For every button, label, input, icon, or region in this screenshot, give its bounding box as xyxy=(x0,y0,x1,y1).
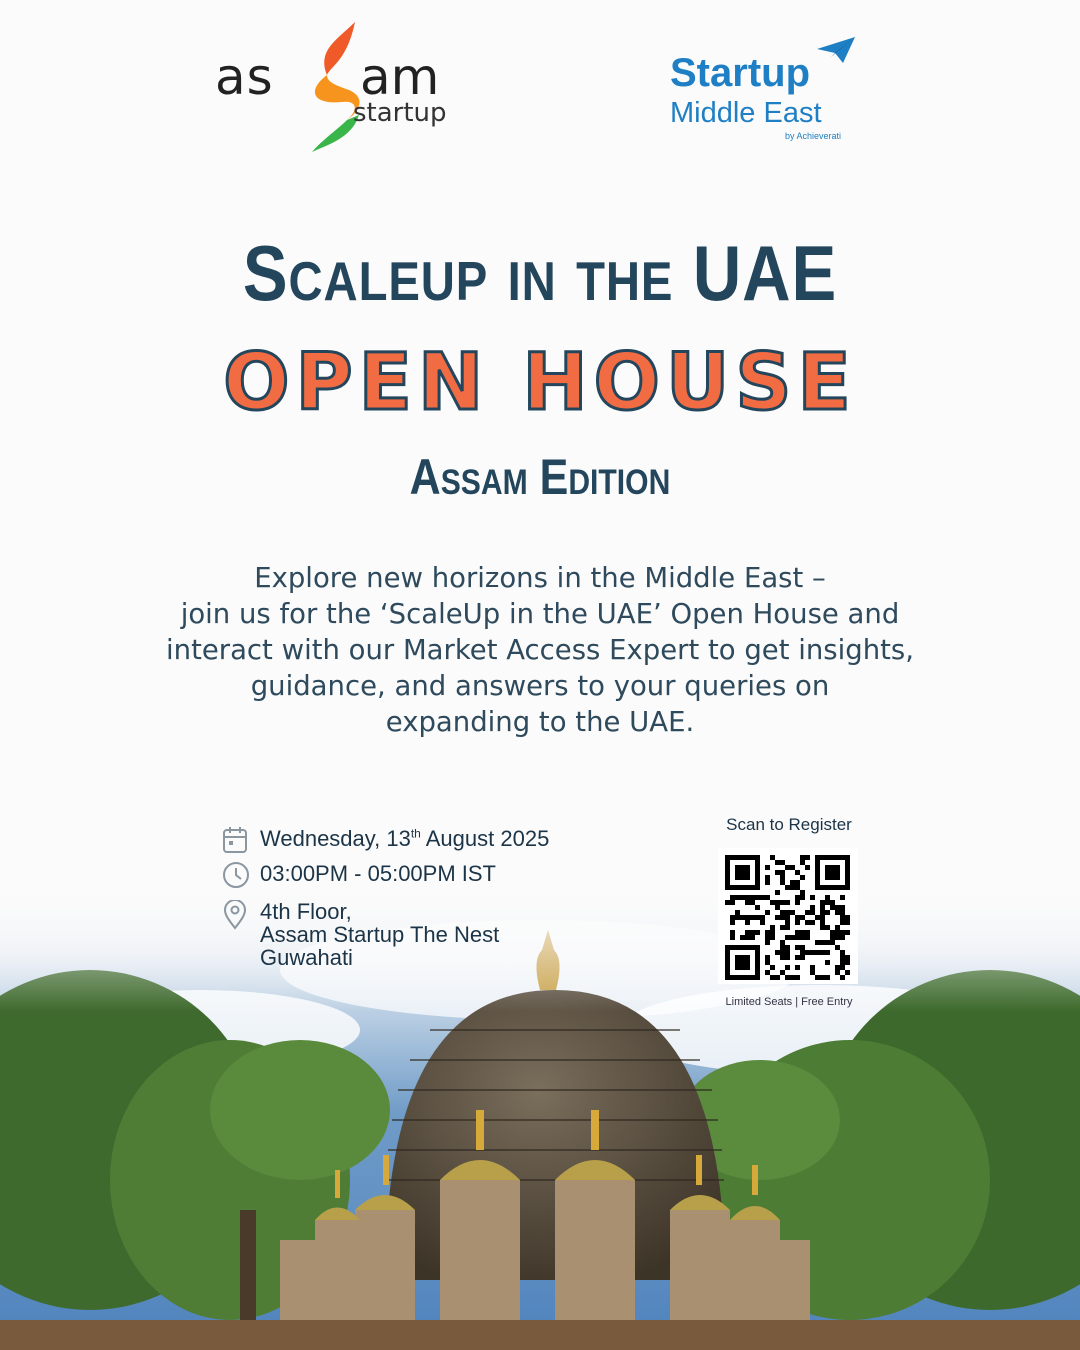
description-line: guidance, and answers to your queries on xyxy=(250,670,830,702)
event-description xyxy=(140,560,940,740)
location-line: 4th Floor, xyxy=(260,899,352,924)
description-line: expanding to the UAE. xyxy=(385,706,695,738)
date-suffix: August 2025 xyxy=(420,826,550,851)
location-line: Assam Startup The Nest xyxy=(260,922,500,947)
logo-sme-line2: Middle East xyxy=(670,97,822,129)
limited-seats-note: Limited Seats | Free Entry xyxy=(725,996,853,1008)
date-suffix-sup: th xyxy=(410,826,421,841)
logo-assam-word-right: am xyxy=(360,48,440,106)
logo-sme-byline: by Achieverati xyxy=(785,131,842,141)
time-text: 03:00PM - 05:00PM IST xyxy=(260,861,496,886)
scan-to-register-label: Scan to Register xyxy=(726,815,852,834)
startup-middle-east-logo xyxy=(665,35,860,145)
logo-sme-line1: Startup xyxy=(670,51,810,95)
description-line: join us for the ‘ScaleUp in the UAE’ Open House and xyxy=(180,598,900,630)
date-prefix: Wednesday, 13 xyxy=(260,826,411,851)
description-line: Explore new horizons in the Middle East – xyxy=(254,562,826,594)
assam-startup-logo xyxy=(215,20,465,155)
page-title: Scaleup in the UAE xyxy=(242,229,838,317)
paper-plane-icon xyxy=(815,35,857,65)
location-pin-icon xyxy=(222,900,248,930)
logo-assam-sub: startup xyxy=(353,98,447,128)
description-line: interact with our Market Access Expert to get insights, xyxy=(166,634,914,666)
registration-qr-code[interactable] xyxy=(718,848,858,984)
clock-icon xyxy=(222,861,250,889)
open-house-heading: OPEN HOUSE xyxy=(223,338,857,428)
temple-scene-image xyxy=(0,880,1080,1350)
edition-heading: Assam Edition xyxy=(409,449,671,505)
location-line: Guwahati xyxy=(260,945,353,970)
calendar-icon xyxy=(222,826,248,854)
logo-assam-word-left: as xyxy=(215,48,274,106)
